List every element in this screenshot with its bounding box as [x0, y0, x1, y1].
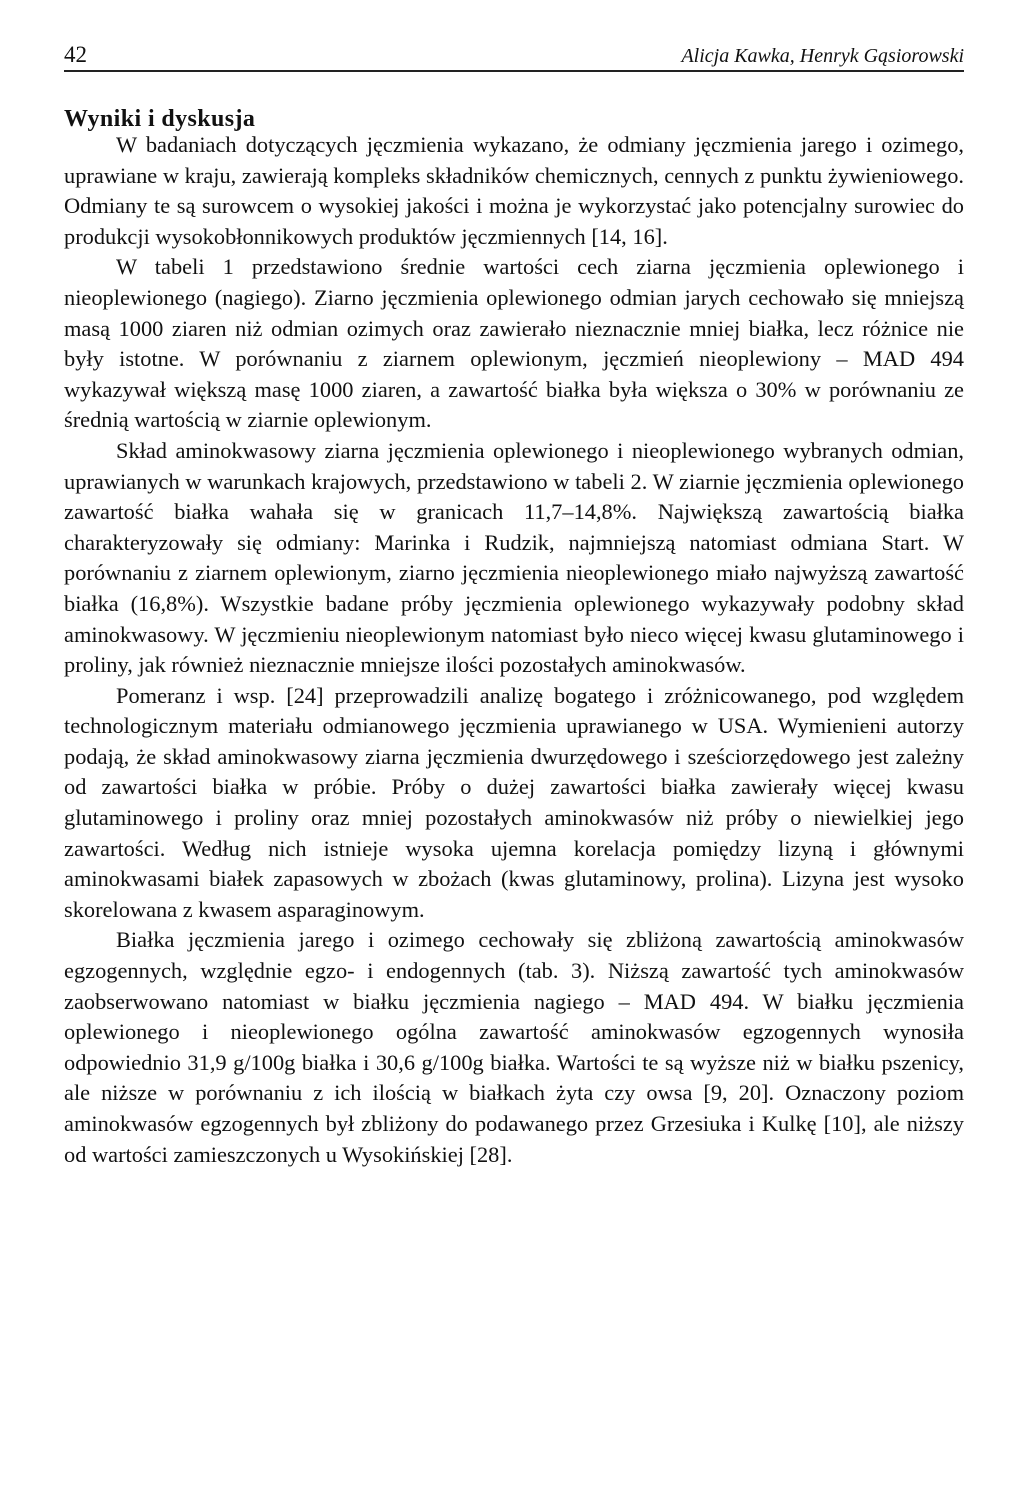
paragraph: Pomeranz i wsp. [24] przeprowadzili analizę bogatego i zróżnicowanego, pod względem technologicznym materiału odmianowego jęczmienia uprawianego w USA. Wymienieni autorzy podają, że skład aminokwasowy ziarna jęczmienia dwurzędowego i sześciorzędowego jest zależny od zawartości białka w próbie. Próby o dużej zawartości białka zawierały więcej kwasu glutaminowego i proliny oraz mniej pozostałych aminokwasów niż próby o niewielkiej jego zawartości. Według nich istnieje wysoka ujemna korelacja pomiędzy lizyną i głównymi aminokwasami białek zapasowych w zbożach (kwas glutaminowy, prolina). Lizyna jest wysoko skorelowana z kwasem asparaginowym.: [64, 682, 964, 922]
paragraph: Skład aminokwasowy ziarna jęczmienia oplewionego i nieoplewionego wybranych odmian, uprawianych w warunkach krajowych, przedstawiono w tabeli 2. W ziarnie jęczmienia oplewionego zawartość białka wahała się w granicach 11,7–14,8%. Największą zawartością białka charakteryzowały się odmiany: Marinka i Rudzik, najmniejszą natomiast odmiana Start. W porównaniu z ziarnem oplewionym, ziarno jęczmienia nieoplewionego miało najwyższą zawartość białka (16,8%). Wszystkie badane próby jęczmienia oplewionego wykazywały podobny skład aminokwasowy. W jęczmieniu nieoplewionym natomiast było nieco więcej kwasu glutaminowego i proliny, jak również nieznacznie mniejsze ilości pozostałych aminokwasów.: [64, 437, 964, 678]
paragraph: Białka jęczmienia jarego i ozimego cechowały się zbliżoną zawartością aminokwasów egzogennych, względnie egzo- i endogennych (tab. 3). Niższą zawartość tych aminokwasów zaobserwowano natomiast w białku jęczmienia nagiego – MAD 494. W białku jęczmienia oplewionego i nieoplewionego ogólna zawartość aminokwasów egzogennych wynosiła odpowiednio 31,9 g/100g białka i 30,6 g/100g białka. Wartości te są wyższe niż w białku pszenicy, ale niższe w porównaniu z ich ilością w białkach żyta czy owsa [9, 20]. Oznaczony poziom aminokwasów egzogennych był zbliżony do podawanego przez Grzesiuka i Kulkę [10], ale niższy od wartości zamieszczonych u Wysokińskiej [28].: [64, 927, 964, 1167]
section-heading: Wyniki i dyskusja: [64, 105, 256, 132]
page-number: 42: [64, 42, 87, 67]
body-text: [64, 130, 964, 1170]
paragraph: W tabeli 1 przedstawiono średnie wartości cech ziarna jęczmienia oplewionego i nieoplewionego (nagiego). Ziarno jęczmienia oplewionego odmian jarych cechowało się mniejszą masą 1000 ziaren niż odmian ozimych oraz zawierało nieznacznie mniej białka, lecz różnice nie były istotne. W porównaniu z ziarnem oplewionym, jęczmień nieoplewiony – MAD 494 wykazywał większą masę 1000 ziaren, a zawartość białka była większa o 30% w porównaniu ze średnią wartością w ziarnie oplewionym.: [64, 254, 964, 433]
paragraph: W badaniach dotyczących jęczmienia wykazano, że odmiany jęczmienia jarego i ozimego, uprawiane w kraju, zawierają kompleks składników chemicznych, cennych z punktu żywieniowego. Odmiany te są surowcem o wysokiej jakości i można je wykorzystać jako potencjalny surowiec do produkcji wysokobłonnikowych produktów jęczmiennych [14, 16].: [64, 132, 964, 249]
running-header-authors: Alicja Kawka, Henryk Gąsiorowski: [681, 45, 964, 67]
running-header: [64, 40, 964, 72]
